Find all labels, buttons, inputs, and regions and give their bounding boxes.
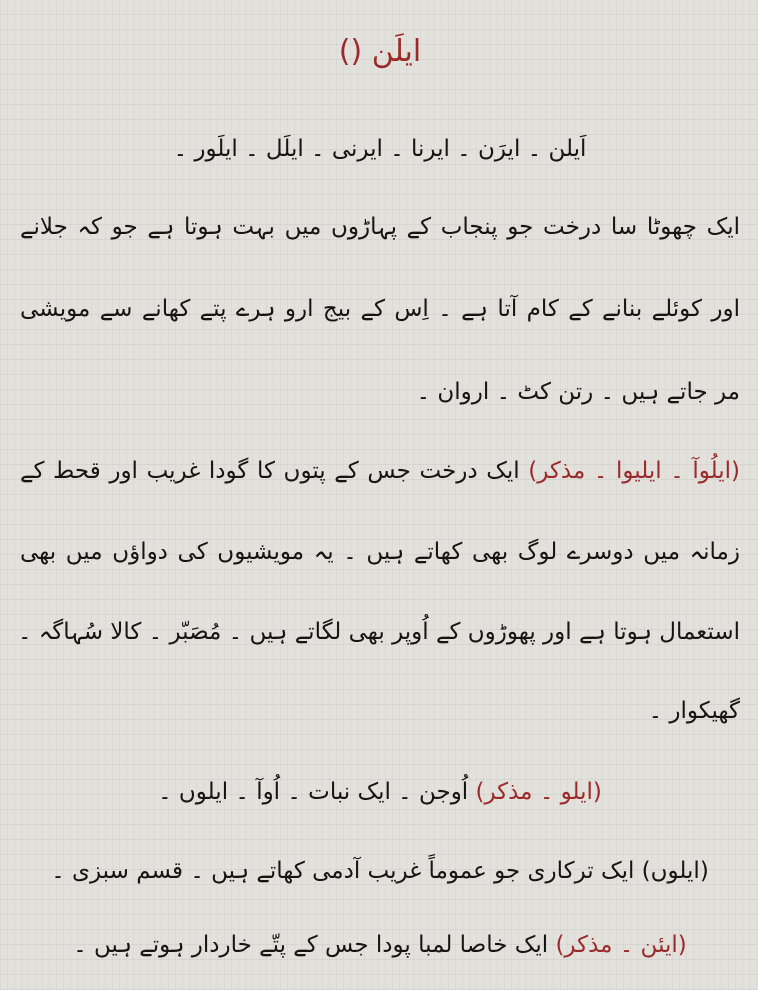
definition-text: ایک چھوٹا سا درخت جو پنجاب کے پہاڑوں میں بہت ہوتا ہے جو کہ جلانے [20, 214, 740, 240]
definition-text: ایک خاصا لمبا پودا جس کے پتّے خاردار ہوتے ہیں ۔ [73, 932, 556, 958]
definition-text: گھیکوار ۔ [648, 698, 740, 724]
definition-text: (ایلوں) ایک ترکاری جو عموماً غریب آدمی کھاتے ہیں ۔ قسم سبزی ۔ [51, 858, 709, 884]
entry-heading: ایلَن () [338, 34, 422, 69]
text-line [20, 212, 740, 242]
text-line [20, 377, 740, 407]
definition-text: زمانہ میں دوسرے لوگ بھی کھاتے ہیں ۔ یہ مویشیوں کی دواؤں میں بھی [20, 539, 740, 565]
text-line [20, 294, 740, 324]
definition-text: اُوجن ۔ ایک نبات ۔ اُوآ ۔ ایلوں ۔ [158, 779, 476, 805]
definition-text: اور کوئلے بنانے کے کام آتا ہے ۔ اِس کے بیج ارو ہرے پتے کھانے سے مویشی [20, 296, 740, 322]
text-line [20, 456, 740, 486]
text-line [20, 930, 740, 960]
headword-term: (ایلو ۔ مذکر) [475, 779, 602, 805]
definition-text: مر جاتے ہیں ۔ رتن کٹ ۔ اروان ۔ [416, 379, 740, 405]
definition-text: ایک درخت جس کے پتوں کا گودا غریب اور قحط کے [20, 458, 529, 484]
text-line [20, 696, 740, 726]
definition-text: استعمال ہوتا ہے اور پھوڑوں کے اُوپر بھی لگاتے ہیں ۔ مُصَبّر ۔ کالا سُہاگہ ۔ [18, 619, 740, 645]
text-line [20, 617, 740, 647]
text-line [20, 856, 740, 886]
text-line [20, 537, 740, 567]
headword-term: (ایئن ۔ مذکر) [555, 932, 687, 958]
definition-text: اَیلن ۔ ایرَن ۔ ایرنا ۔ ایرنی ۔ ایلَل ۔ ایلَور ۔ [173, 136, 587, 162]
text-line [20, 134, 740, 164]
headword-term: (ایلُوآ ۔ ایلیوا ۔ مذکر) [528, 458, 740, 484]
text-line [20, 777, 740, 807]
